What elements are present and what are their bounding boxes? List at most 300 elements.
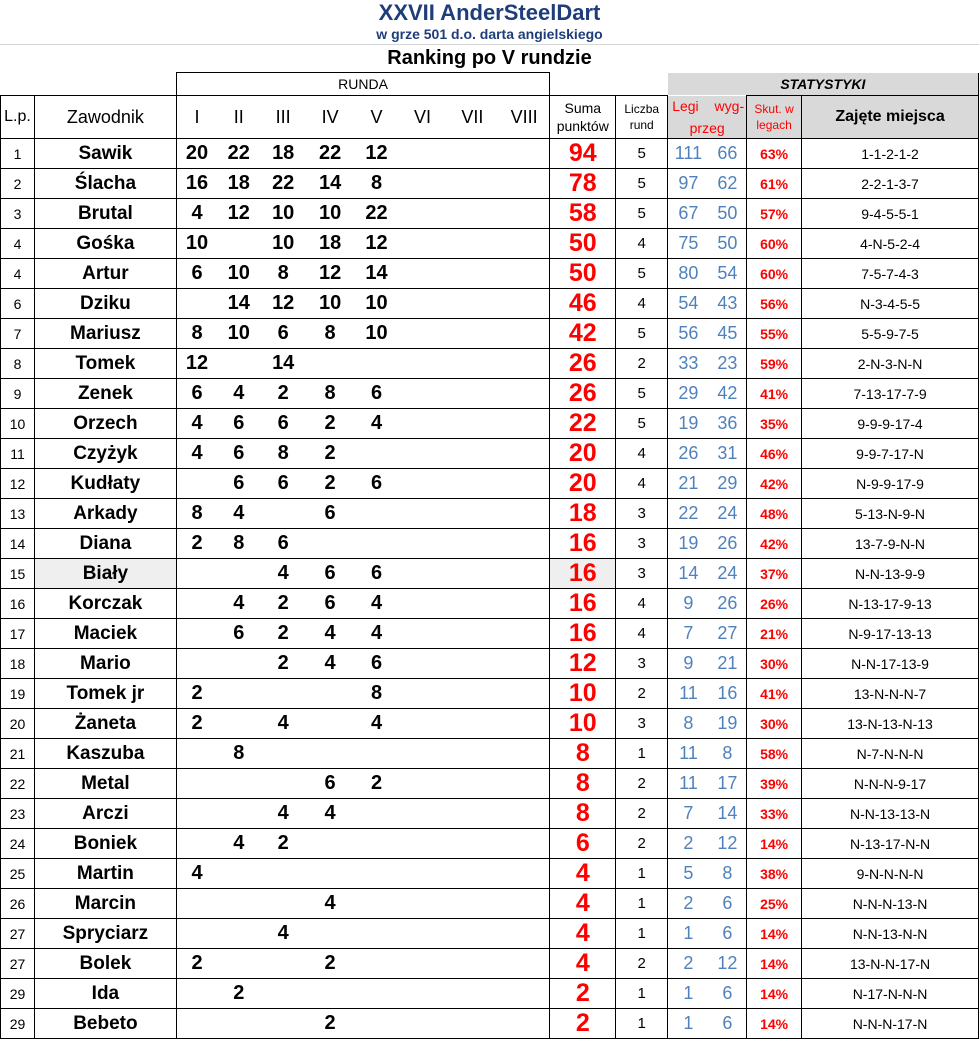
round-score <box>499 889 550 919</box>
round-score <box>217 229 260 259</box>
legs-won: 54 <box>668 289 709 319</box>
round-score <box>499 289 550 319</box>
legs-lost: 19 <box>709 709 747 739</box>
legs-lost: 36 <box>709 409 747 439</box>
player-name: Artur <box>34 259 176 289</box>
round-score: 2 <box>260 589 306 619</box>
round-score: 6 <box>354 469 399 499</box>
round-score <box>217 559 260 589</box>
round-score: 4 <box>354 709 399 739</box>
legs-lost: 26 <box>709 529 747 559</box>
player-name: Orzech <box>34 409 176 439</box>
round-score <box>399 859 446 889</box>
rounds-played: 2 <box>616 349 668 379</box>
rank-cell: 9 <box>1 379 35 409</box>
leg-efficiency: 42% <box>747 469 802 499</box>
round-score <box>446 859 499 889</box>
round-score <box>446 889 499 919</box>
round-score: 8 <box>260 439 306 469</box>
round-score <box>176 739 217 769</box>
round-score: 8 <box>176 499 217 529</box>
legs-lost: 45 <box>709 319 747 349</box>
legs-won: 2 <box>668 949 709 979</box>
player-name: Kudłaty <box>34 469 176 499</box>
round-score <box>499 979 550 1009</box>
player-name: Biały <box>34 559 176 589</box>
round-score: 2 <box>217 979 260 1009</box>
table-row <box>1 469 979 499</box>
leg-efficiency: 60% <box>747 229 802 259</box>
header-spacer <box>1 73 35 96</box>
table-row <box>1 979 979 1009</box>
table-row <box>1 349 979 379</box>
rounds-played: 1 <box>616 859 668 889</box>
round-score: 6 <box>176 259 217 289</box>
rank-cell: 6 <box>1 289 35 319</box>
legs-lost: 16 <box>709 679 747 709</box>
round-score <box>399 649 446 679</box>
places-taken: N-N-13-13-N <box>802 799 979 829</box>
table-row <box>1 199 979 229</box>
rank-cell: 29 <box>1 1009 35 1039</box>
leg-efficiency: 59% <box>747 349 802 379</box>
rank-cell: 25 <box>1 859 35 889</box>
round-score: 2 <box>306 949 354 979</box>
player-name: Brutal <box>34 199 176 229</box>
legs-lost: 50 <box>709 199 747 229</box>
player-name: Kaszuba <box>34 739 176 769</box>
legs-won: 1 <box>668 919 709 949</box>
rank-cell: 13 <box>1 499 35 529</box>
total-points: 10 <box>550 679 616 709</box>
leg-efficiency: 21% <box>747 619 802 649</box>
places-taken: N-9-17-13-13 <box>802 619 979 649</box>
round-score <box>499 709 550 739</box>
round-score <box>354 829 399 859</box>
legs-won: 14 <box>668 559 709 589</box>
legs-won: 97 <box>668 169 709 199</box>
round-score <box>399 439 446 469</box>
round-score <box>499 559 550 589</box>
round-score <box>176 589 217 619</box>
round-score <box>499 379 550 409</box>
legs-lost: 42 <box>709 379 747 409</box>
round-score: 6 <box>176 379 217 409</box>
round-score: 18 <box>217 169 260 199</box>
round-score: 4 <box>306 649 354 679</box>
total-points: 26 <box>550 349 616 379</box>
legs-won: 80 <box>668 259 709 289</box>
leg-efficiency: 37% <box>747 559 802 589</box>
round-score <box>499 139 550 169</box>
round-score: 6 <box>306 559 354 589</box>
round-score <box>399 1009 446 1039</box>
round-score: 4 <box>176 199 217 229</box>
round-score: 6 <box>354 559 399 589</box>
header-spacer <box>616 73 668 96</box>
legs-lost: 14 <box>709 799 747 829</box>
leg-efficiency: 33% <box>747 799 802 829</box>
table-row <box>1 589 979 619</box>
table-row <box>1 949 979 979</box>
round-score <box>446 229 499 259</box>
round-score <box>260 769 306 799</box>
round-score <box>306 709 354 739</box>
round-score <box>399 169 446 199</box>
round-score <box>446 409 499 439</box>
rank-cell: 23 <box>1 799 35 829</box>
legs-lost: 23 <box>709 349 747 379</box>
rounds-played: 3 <box>616 709 668 739</box>
table-row <box>1 529 979 559</box>
round-score <box>176 769 217 799</box>
round-score <box>399 499 446 529</box>
places-taken: 4-N-5-2-4 <box>802 229 979 259</box>
rank-cell: 11 <box>1 439 35 469</box>
leg-efficiency: 56% <box>747 289 802 319</box>
round-score <box>446 529 499 559</box>
legs-lost: 29 <box>709 469 747 499</box>
legs-won: 8 <box>668 709 709 739</box>
table-row <box>1 169 979 199</box>
round-score: 14 <box>306 169 354 199</box>
legs-lost: 24 <box>709 499 747 529</box>
player-name: Metal <box>34 769 176 799</box>
places-taken: 13-N-N-17-N <box>802 949 979 979</box>
round-score <box>446 499 499 529</box>
total-points: 4 <box>550 949 616 979</box>
round-header: I <box>176 96 217 139</box>
round-score <box>176 799 217 829</box>
rounds-played: 2 <box>616 679 668 709</box>
table-row <box>1 229 979 259</box>
round-score: 4 <box>260 709 306 739</box>
table-row <box>1 259 979 289</box>
legs-lost: 24 <box>709 559 747 589</box>
round-score: 4 <box>306 799 354 829</box>
total-points: 58 <box>550 199 616 229</box>
header-spacer <box>34 73 176 96</box>
table-row <box>1 559 979 589</box>
round-score <box>217 799 260 829</box>
rank-cell: 29 <box>1 979 35 1009</box>
round-score <box>499 919 550 949</box>
table-row <box>1 889 979 919</box>
rank-cell: 4 <box>1 259 35 289</box>
rank-cell: 4 <box>1 229 35 259</box>
round-score: 2 <box>176 949 217 979</box>
table-row <box>1 1009 979 1039</box>
places-taken: N-N-N-17-N <box>802 1009 979 1039</box>
round-score: 10 <box>354 319 399 349</box>
sheet-title: XXVII AnderSteelDart <box>378 0 601 25</box>
places-taken: N-N-13-N-N <box>802 919 979 949</box>
round-score: 4 <box>354 409 399 439</box>
table-row <box>1 319 979 349</box>
round-score: 12 <box>354 229 399 259</box>
round-score: 4 <box>217 589 260 619</box>
round-score <box>176 559 217 589</box>
statystyki-header: STATYSTYKI <box>668 73 979 96</box>
round-score <box>217 919 260 949</box>
leg-efficiency: 57% <box>747 199 802 229</box>
round-score <box>499 499 550 529</box>
round-score <box>446 439 499 469</box>
round-score <box>176 829 217 859</box>
round-score: 6 <box>306 769 354 799</box>
round-score <box>446 379 499 409</box>
places-taken: N-13-17-9-13 <box>802 589 979 619</box>
legs-won: 9 <box>668 589 709 619</box>
round-score <box>399 529 446 559</box>
round-score <box>499 259 550 289</box>
round-score <box>499 199 550 229</box>
round-score: 14 <box>354 259 399 289</box>
round-score: 2 <box>260 619 306 649</box>
rounds-played: 4 <box>616 619 668 649</box>
round-score <box>499 469 550 499</box>
round-header: VIII <box>499 96 550 139</box>
round-score: 8 <box>260 259 306 289</box>
leg-efficiency: 14% <box>747 979 802 1009</box>
round-score <box>306 919 354 949</box>
player-name: Ślacha <box>34 169 176 199</box>
player-name: Bebeto <box>34 1009 176 1039</box>
round-score <box>446 319 499 349</box>
leg-efficiency: 58% <box>747 739 802 769</box>
legs-lost: 21 <box>709 649 747 679</box>
total-points: 18 <box>550 499 616 529</box>
round-score: 12 <box>354 139 399 169</box>
leg-efficiency: 14% <box>747 949 802 979</box>
sheet-subtitle: w grze 501 d.o. darta angielskiego <box>376 26 603 42</box>
round-score <box>354 529 399 559</box>
lp-header: L.p. <box>1 96 35 139</box>
round-score <box>399 829 446 859</box>
leg-efficiency: 55% <box>747 319 802 349</box>
round-score: 4 <box>354 619 399 649</box>
round-score <box>446 469 499 499</box>
round-score <box>306 859 354 889</box>
round-score <box>217 679 260 709</box>
round-score <box>399 559 446 589</box>
round-score <box>354 919 399 949</box>
ranking-table <box>0 72 979 1039</box>
round-score <box>354 979 399 1009</box>
total-points: 16 <box>550 619 616 649</box>
table-row <box>1 139 979 169</box>
player-name: Ida <box>34 979 176 1009</box>
total-points: 4 <box>550 889 616 919</box>
round-score <box>399 289 446 319</box>
rounds-played: 3 <box>616 649 668 679</box>
round-score: 8 <box>354 169 399 199</box>
player-name: Marcin <box>34 889 176 919</box>
round-score: 8 <box>217 739 260 769</box>
round-score <box>446 709 499 739</box>
round-score: 4 <box>260 919 306 949</box>
rounds-played: 2 <box>616 769 668 799</box>
legi-header <box>668 96 747 139</box>
round-score <box>446 169 499 199</box>
round-score <box>176 289 217 319</box>
places-taken: N-N-N-13-N <box>802 889 979 919</box>
rank-cell: 18 <box>1 649 35 679</box>
round-score <box>354 949 399 979</box>
places-taken: 9-4-5-5-1 <box>802 199 979 229</box>
total-points: 8 <box>550 739 616 769</box>
round-score <box>499 859 550 889</box>
round-score: 14 <box>217 289 260 319</box>
liczba-rund-header: Liczba rund <box>616 96 668 139</box>
round-score: 8 <box>306 379 354 409</box>
rank-cell: 1 <box>1 139 35 169</box>
legs-won: 11 <box>668 769 709 799</box>
round-score: 2 <box>306 1009 354 1039</box>
round-score: 6 <box>217 439 260 469</box>
places-taken: 7-5-7-4-3 <box>802 259 979 289</box>
leg-efficiency: 35% <box>747 409 802 439</box>
przeg-label: przeg <box>689 120 725 136</box>
round-score: 4 <box>306 619 354 649</box>
legs-lost: 12 <box>709 829 747 859</box>
total-points: 6 <box>550 829 616 859</box>
round-score: 4 <box>354 589 399 619</box>
round-score <box>217 949 260 979</box>
places-taken: 5-5-9-7-5 <box>802 319 979 349</box>
round-score: 6 <box>217 469 260 499</box>
round-score: 4 <box>217 829 260 859</box>
runda-header: RUNDA <box>176 73 549 96</box>
rank-cell: 10 <box>1 409 35 439</box>
places-taken: 13-N-N-N-7 <box>802 679 979 709</box>
player-name: Tomek <box>34 349 176 379</box>
round-score: 2 <box>306 439 354 469</box>
places-taken: 1-1-2-1-2 <box>802 139 979 169</box>
places-taken: N-17-N-N-N <box>802 979 979 1009</box>
round-score <box>399 769 446 799</box>
places-taken: 2-2-1-3-7 <box>802 169 979 199</box>
round-score <box>446 769 499 799</box>
round-score: 12 <box>306 259 354 289</box>
round-score <box>499 829 550 859</box>
player-name: Zenek <box>34 379 176 409</box>
table-row <box>1 649 979 679</box>
suma-header: Suma punktów <box>550 96 616 139</box>
round-score <box>399 739 446 769</box>
rounds-played: 5 <box>616 139 668 169</box>
rank-cell: 7 <box>1 319 35 349</box>
total-points: 2 <box>550 979 616 1009</box>
round-score: 22 <box>354 199 399 229</box>
table-row <box>1 769 979 799</box>
round-score: 4 <box>260 799 306 829</box>
round-score: 6 <box>354 649 399 679</box>
legs-won: 33 <box>668 349 709 379</box>
round-score <box>176 979 217 1009</box>
leg-efficiency: 46% <box>747 439 802 469</box>
places-taken: N-N-17-13-9 <box>802 649 979 679</box>
round-score: 8 <box>176 319 217 349</box>
total-points: 16 <box>550 589 616 619</box>
round-score: 12 <box>176 349 217 379</box>
rounds-played: 1 <box>616 889 668 919</box>
places-taken: 5-13-N-9-N <box>802 499 979 529</box>
round-score: 8 <box>217 529 260 559</box>
places-taken: N-N-13-9-9 <box>802 559 979 589</box>
round-score: 10 <box>176 229 217 259</box>
round-score <box>354 439 399 469</box>
legs-won: 75 <box>668 229 709 259</box>
wyg-label: wyg- <box>714 97 745 114</box>
player-name: Arkady <box>34 499 176 529</box>
leg-efficiency: 39% <box>747 769 802 799</box>
player-name: Arczi <box>34 799 176 829</box>
round-score: 2 <box>260 829 306 859</box>
round-score <box>354 889 399 919</box>
round-score: 4 <box>306 889 354 919</box>
round-score: 8 <box>306 319 354 349</box>
round-score <box>217 1009 260 1039</box>
round-score: 4 <box>217 379 260 409</box>
rank-cell: 2 <box>1 169 35 199</box>
round-score <box>399 619 446 649</box>
round-score <box>399 259 446 289</box>
legs-lost: 31 <box>709 439 747 469</box>
round-score: 12 <box>260 289 306 319</box>
round-score: 2 <box>306 469 354 499</box>
round-score: 6 <box>260 319 306 349</box>
round-score <box>399 349 446 379</box>
round-score <box>176 889 217 919</box>
total-points: 78 <box>550 169 616 199</box>
total-points: 12 <box>550 649 616 679</box>
rounds-played: 5 <box>616 199 668 229</box>
round-score: 10 <box>306 199 354 229</box>
table-row <box>1 289 979 319</box>
round-score <box>399 589 446 619</box>
legs-won: 1 <box>668 1009 709 1039</box>
leg-efficiency: 41% <box>747 379 802 409</box>
round-score: 6 <box>217 409 260 439</box>
total-points: 50 <box>550 259 616 289</box>
places-taken: 9-N-N-N-N <box>802 859 979 889</box>
round-score <box>499 769 550 799</box>
rounds-played: 5 <box>616 409 668 439</box>
round-header: VII <box>446 96 499 139</box>
table-row <box>1 679 979 709</box>
round-score: 10 <box>217 319 260 349</box>
rank-cell: 26 <box>1 889 35 919</box>
places-taken: 9-9-7-17-N <box>802 439 979 469</box>
round-score <box>217 769 260 799</box>
round-score: 6 <box>260 409 306 439</box>
total-points: 46 <box>550 289 616 319</box>
rank-cell: 12 <box>1 469 35 499</box>
round-score <box>499 229 550 259</box>
round-score: 2 <box>260 379 306 409</box>
places-taken: N-3-4-5-5 <box>802 289 979 319</box>
round-score <box>399 229 446 259</box>
round-score: 4 <box>217 499 260 529</box>
player-name: Diana <box>34 529 176 559</box>
total-points: 8 <box>550 769 616 799</box>
round-score <box>399 919 446 949</box>
rounds-played: 3 <box>616 499 668 529</box>
round-score <box>446 1009 499 1039</box>
table-row <box>1 709 979 739</box>
rounds-played: 5 <box>616 169 668 199</box>
